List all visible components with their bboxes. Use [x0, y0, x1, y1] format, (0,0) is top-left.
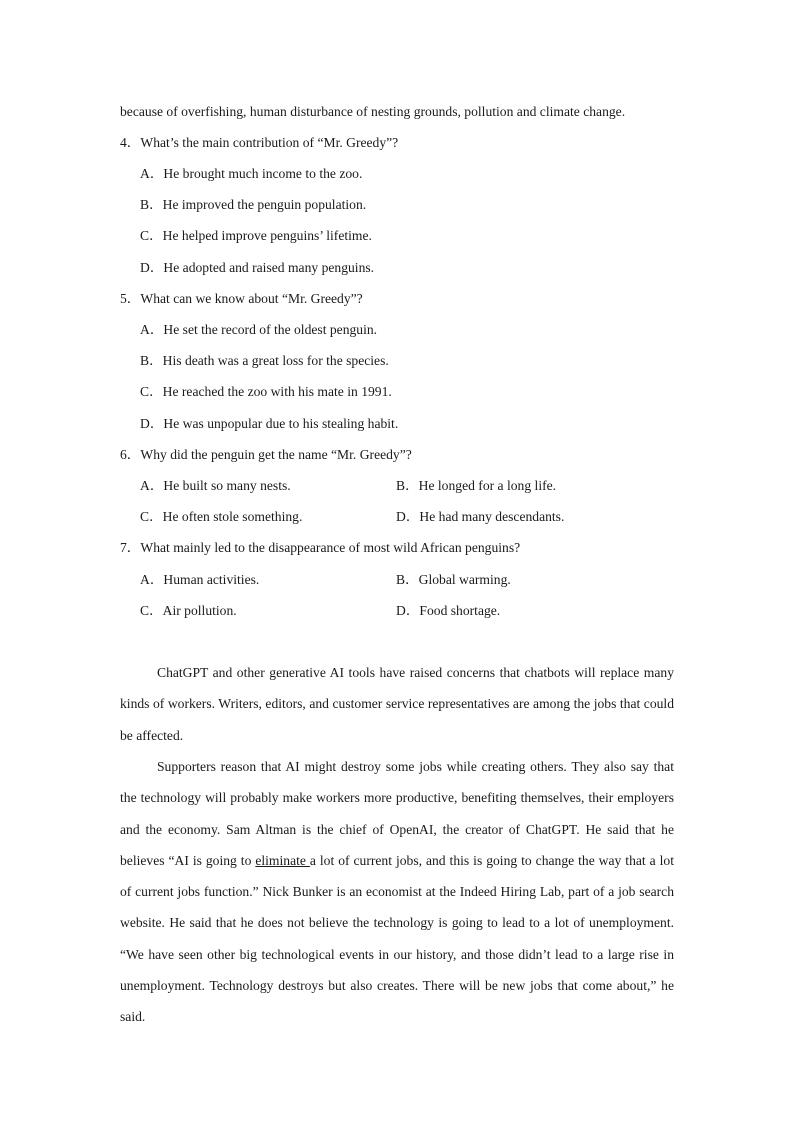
question-7-option-a: A．Human activities.	[140, 572, 260, 587]
passage-2-paragraph-2-text-start: Supporters reason that AI might destroy some jobs while creating others. They also say that the technology will probably make workers more productive, benefiting themselves, their employers and the economy. Sam Altman is the chief of OpenAI, the creator of ChatGPT. He said that he believes “AI is going to	[120, 759, 674, 868]
passage-2-paragraph-1-text: ChatGPT and other generative AI tools have raised concerns that chatbots will replace many kinds of workers. Writers, editors, and customer service representatives are among the jobs that could be affected.	[120, 665, 674, 743]
question-7-option-c: C．Air pollution.	[140, 603, 237, 618]
passage-tail-text: because of overfishing, human disturbance of nesting grounds, pollution and climate change.	[120, 104, 626, 119]
question-7-option-d: D．Food shortage.	[396, 603, 501, 618]
question-6-option-b: B．He longed for a long life.	[396, 478, 557, 493]
question-6-option-d: D．He had many descendants.	[396, 509, 565, 524]
question-7-stem: 7．What mainly led to the disappearance of most wild African penguins?	[120, 540, 521, 555]
question-7-option-b: B．Global warming.	[396, 572, 511, 587]
question-5-stem: 5．What can we know about “Mr. Greedy”?	[120, 291, 363, 306]
question-4-option-b: B．He improved the penguin population.	[140, 197, 367, 212]
question-4-stem: 4．What’s the main contribution of “Mr. Greedy”?	[120, 135, 399, 150]
passage-2-paragraph-2	[120, 751, 674, 1033]
question-4-option-d: D．He adopted and raised many penguins.	[140, 260, 375, 275]
question-5-option-b: B．His death was a great loss for the species.	[140, 353, 389, 368]
passage-2-paragraph-1	[120, 657, 674, 751]
question-4-option-c: C．He helped improve penguins’ lifetime.	[140, 228, 372, 243]
question-5-option-c: C．He reached the zoo with his mate in 1991.	[140, 384, 392, 399]
question-4-option-a: A．He brought much income to the zoo.	[140, 166, 363, 181]
question-6-stem: 6．Why did the penguin get the name “Mr. Greedy”?	[120, 447, 412, 462]
question-6-option-c: C．He often stole something.	[140, 509, 303, 524]
question-5-option-a: A．He set the record of the oldest penguin.	[140, 322, 378, 337]
passage-2-paragraph-2-text-end: a lot of current jobs, and this is going to change the way that a lot of current jobs function.” Nick Bunker is an economist at the Indeed Hiring Lab, part of a job search website. He said that he does not believe the technology is going to lead to a lot of unemployment. “We have seen other big technological events in our history, and those didn’t lead to a large rise in unemployment. Technology destroys but also creates. There will be new jobs that come about,” he said.	[120, 852, 674, 1025]
question-6-option-a: A．He built so many nests.	[140, 478, 291, 493]
question-5-option-d: D．He was unpopular due to his stealing habit.	[140, 416, 399, 431]
underlined-word-eliminate: eliminate	[255, 852, 310, 868]
